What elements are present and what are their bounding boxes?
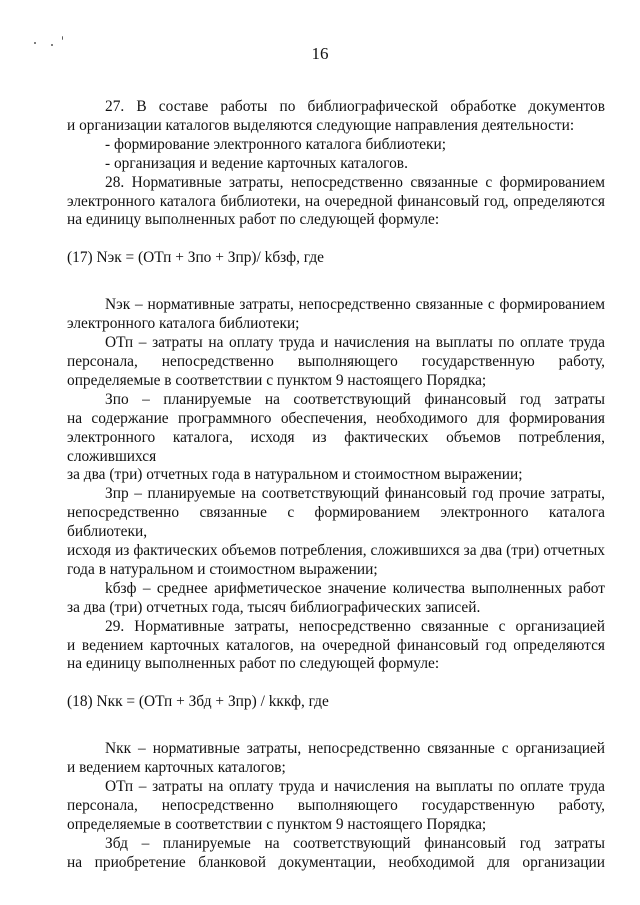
- paragraph-29-line: и ведением карточных каталогов, на очередной финансовый год определяются: [67, 636, 605, 654]
- definition-line: kбзф – среднее арифметическое значение количества выполненных работ: [105, 579, 605, 597]
- definition-line: исходя из фактических объемов потребления, сложившихся за два (три) отчетных: [67, 542, 605, 560]
- paragraph-28-line: электронного каталога библиотеки, на очередной финансовый год, определяются: [67, 192, 605, 210]
- definition-line: персонала, непосредственно выполняющего государственную работу,: [67, 352, 605, 370]
- scan-speck: [62, 36, 63, 40]
- definition-line: ОТп – затраты на оплату труда и начисления на выплаты по оплате труда: [105, 334, 605, 352]
- spacer: [67, 674, 605, 693]
- document-body: [67, 98, 605, 873]
- paragraph-28-line: на единицу выполненных работ по следующей формуле:: [67, 211, 440, 229]
- paragraph-27-line: и организации каталогов выделяются следующие направления деятельности:: [67, 116, 575, 134]
- definition-line: на приобретение бланковой документации, необходимой для организации: [67, 853, 605, 871]
- definition-line: непосредственно связанные с формированием электронного каталога библиотеки,: [67, 504, 605, 541]
- definition-line: Nкк – нормативные затраты, непосредственно связанные с организацией: [105, 740, 605, 758]
- paragraph-27-line: 27. В составе работы по библиографической обработке документов: [105, 98, 605, 115]
- definition-line: Nэк – нормативные затраты, непосредственно связанные с формированием: [105, 296, 605, 314]
- bullet-item: - формирование электронного каталога библиотеки;: [105, 135, 446, 153]
- definition-line: определяемые в соответствии с пунктом 9 настоящего Порядка;: [67, 371, 487, 389]
- paragraph-29-line: 29. Нормативные затраты, непосредственно связанные с организацией: [105, 617, 605, 635]
- paragraph-29-line: на единицу выполненных работ по следующей формуле:: [67, 655, 440, 673]
- definition-line: года в натуральном и стоимостном выражении;: [67, 560, 378, 578]
- formula-17: (17) Nэк = (ОТп + Зпо + Зпр)/ kбзф, где: [67, 249, 325, 267]
- definition-line: электронного каталога библиотеки;: [67, 315, 300, 333]
- formula-18: (18) Nкк = (ОТп + Збд + Зпр) / kккф, где: [67, 693, 329, 711]
- definition-line: и ведением карточных каталогов;: [67, 759, 286, 777]
- page-number: 16: [311, 44, 329, 63]
- definition-line: Збд – планируемые на соответствующий финансовый год затраты: [105, 834, 605, 852]
- definition-line: определяемые в соответствии с пунктом 9 настоящего Порядка;: [67, 815, 487, 833]
- definition-line: за два (три) отчетных года в натуральном и стоимостном выражении;: [67, 466, 523, 484]
- paragraph-28-line: 28. Нормативные затраты, непосредственно связанные с формированием: [105, 173, 605, 191]
- definition-line: ОТп – затраты на оплату труда и начисления на выплаты по оплате труда: [105, 778, 605, 796]
- definition-line: персонала, непосредственно выполняющего государственную работу,: [67, 797, 605, 814]
- definition-line: электронного каталога, исходя из фактических объемов потребления, сложившихся: [67, 428, 605, 465]
- spacer: [67, 712, 605, 740]
- definition-line: Зпр – планируемые на соответствующий финансовый год прочие затраты,: [105, 485, 605, 503]
- spacer: [67, 230, 605, 249]
- definition-line: Зпо – планируемые на соответствующий финансовый год затраты: [105, 390, 605, 408]
- definition-line: на содержание программного обеспечения, необходимого для формирования: [67, 409, 605, 427]
- spacer: [67, 268, 605, 296]
- definition-line: за два (три) отчетных года, тысяч библиографических записей.: [67, 598, 481, 616]
- bullet-item: - организация и ведение карточных каталогов.: [105, 154, 408, 172]
